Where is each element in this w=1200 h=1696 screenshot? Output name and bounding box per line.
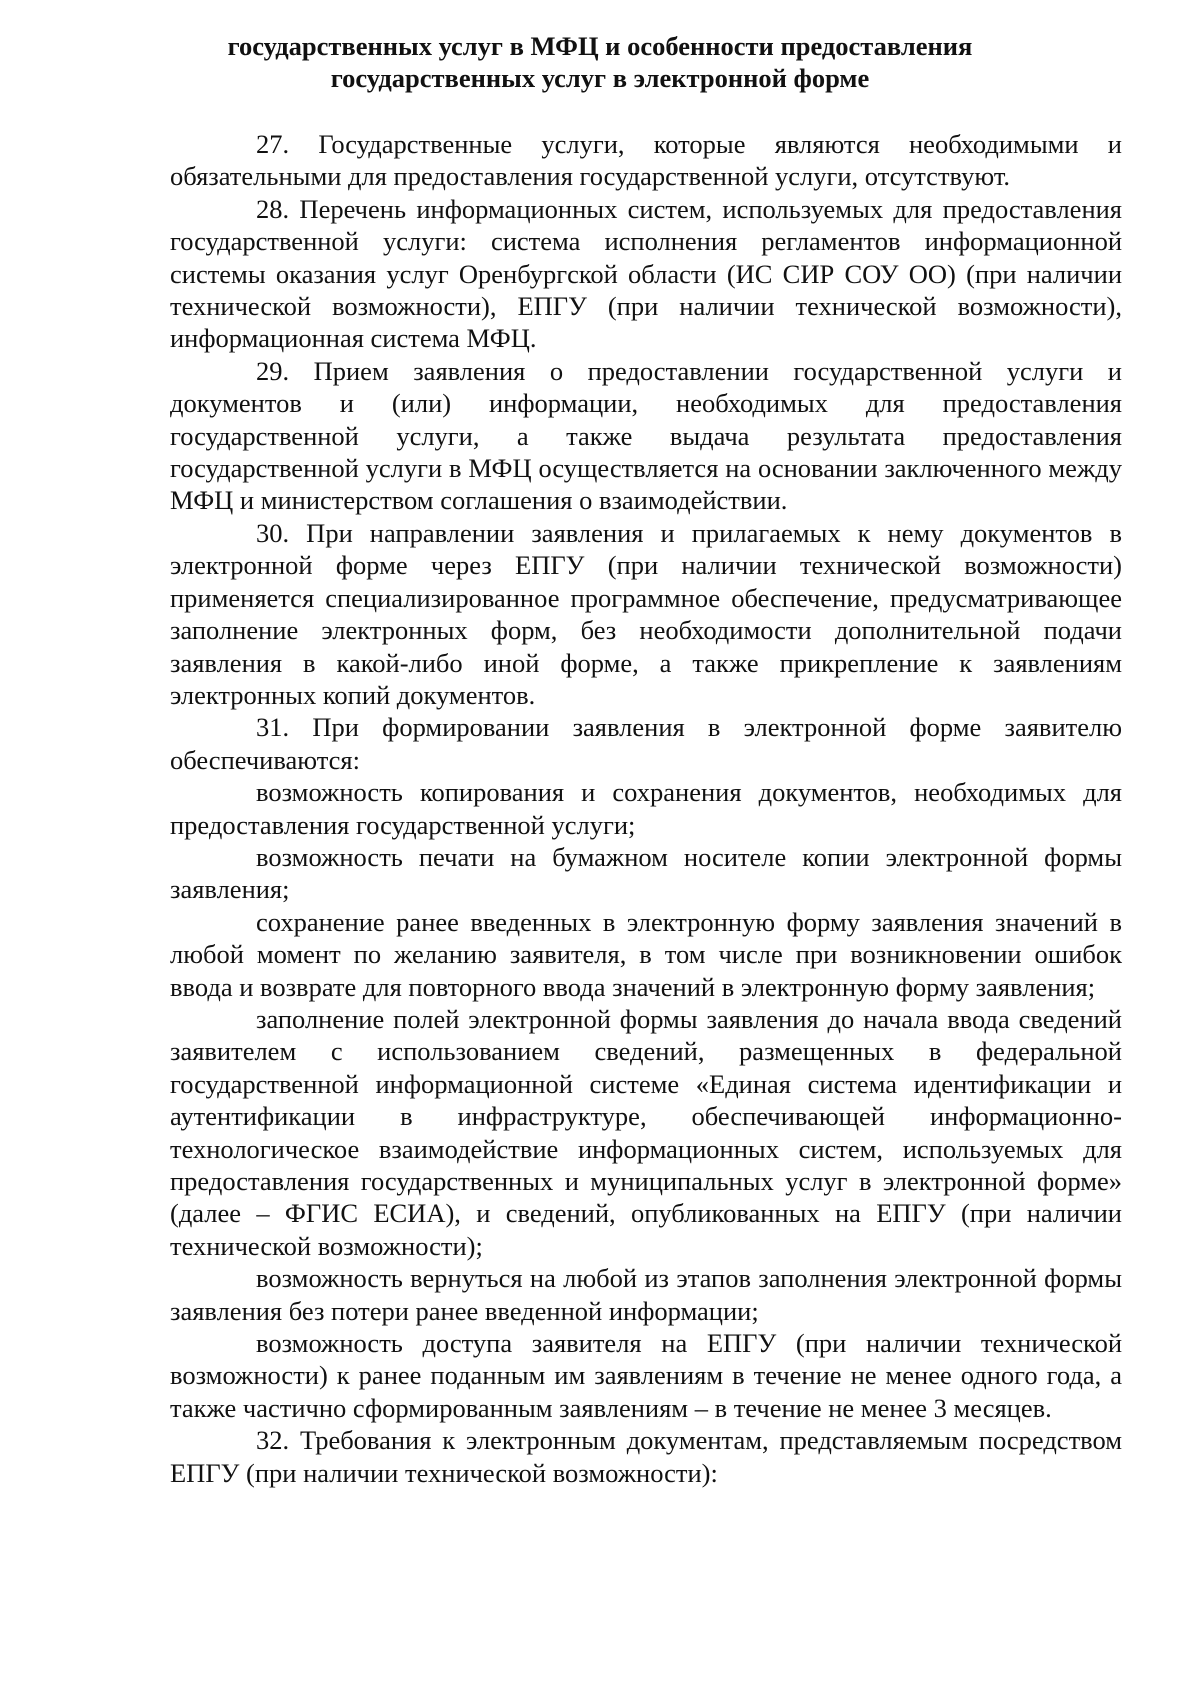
section-heading — [150, 30, 1050, 94]
paragraph-30: 30. При направлении заявления и прилагаемых к нему документов в электронной форме через ЕПГУ (при наличии технической возможности) применяется специализированное программное обеспечение, предусматривающее заполнение электронных форм, без необходимости дополнительной подачи заявления в какой-либо иной форме, а также прикрепление к заявлениям электронных копий документов. — [170, 517, 1122, 710]
list-item-access-applications: возможность доступа заявителя на ЕПГУ (при наличии технической возможности) к ранее поданным им заявлениям в течение не менее одного года, а также частично сформированным заявлениям – в течение не менее 3 месяцев. — [170, 1328, 1122, 1423]
paragraph-32: 32. Требования к электронным документам, представляемым посредством ЕПГУ (при наличии технической возможности): — [170, 1425, 1122, 1488]
paragraph-27: 27. Государственные услуги, которые являются необходимыми и обязательными для предоставления государственной услуги, отсутствуют. — [170, 129, 1122, 192]
paragraph-31: 31. При формировании заявления в электронной форме заявителю обеспечиваются: — [170, 712, 1122, 775]
paragraph-29: 29. Прием заявления о предоставлении государственной услуги и документов и (или) информации, необходимых для предоставления государственной услуги, а также выдача результата предоставления государственной услуги в МФЦ осуществляется на основании заключенного между МФЦ и министерством соглашения о взаимодействии. — [170, 355, 1122, 516]
list-item-print: возможность печати на бумажном носителе копии электронной формы заявления; — [170, 841, 1122, 905]
list-item-return-step: возможность вернуться на любой из этапов заполнения электронной формы заявления без потери ранее введенной информации; — [170, 1263, 1122, 1326]
list-item-copy-save: возможность копирования и сохранения документов, необходимых для предоставления государственной услуги; — [170, 777, 1122, 840]
list-item-autofill: заполнение полей электронной формы заявления до начала ввода сведений заявителем с использованием сведений, размещенных в федеральной государственной информационной системе «Единая система идентификации и аутентификации в инфраструктуре, обеспечивающей информационно-технологическое взаимодействие информационных систем, используемых для предоставления государственных и муниципальных услуг в электронной форме» (далее – ФГИС ЕСИА), и сведений, опубликованных на ЕПГУ (при наличии технической возможности); — [170, 1003, 1122, 1261]
paragraph-28: 28. Перечень информационных систем, используемых для предоставления государственной услуги: система исполнения регламентов информационной системы оказания услуг Оренбургской области (ИС СИР СОУ ОО) (при наличии технической возможности), ЕПГУ (при наличии технической возможности), информационная система МФЦ. — [170, 193, 1122, 354]
heading-line-1: государственных услуг в МФЦ и особенности предоставления — [227, 31, 973, 61]
heading-line-2: государственных услуг в электронной форме — [330, 63, 870, 93]
document-body — [170, 128, 1122, 1489]
list-item-save-values: сохранение ранее введенных в электронную форму заявления значений в любой момент по желанию заявителя, в том числе при возникновении ошибок ввода и возврате для повторного ввода значений в электронную форму заявления; — [170, 906, 1122, 1002]
